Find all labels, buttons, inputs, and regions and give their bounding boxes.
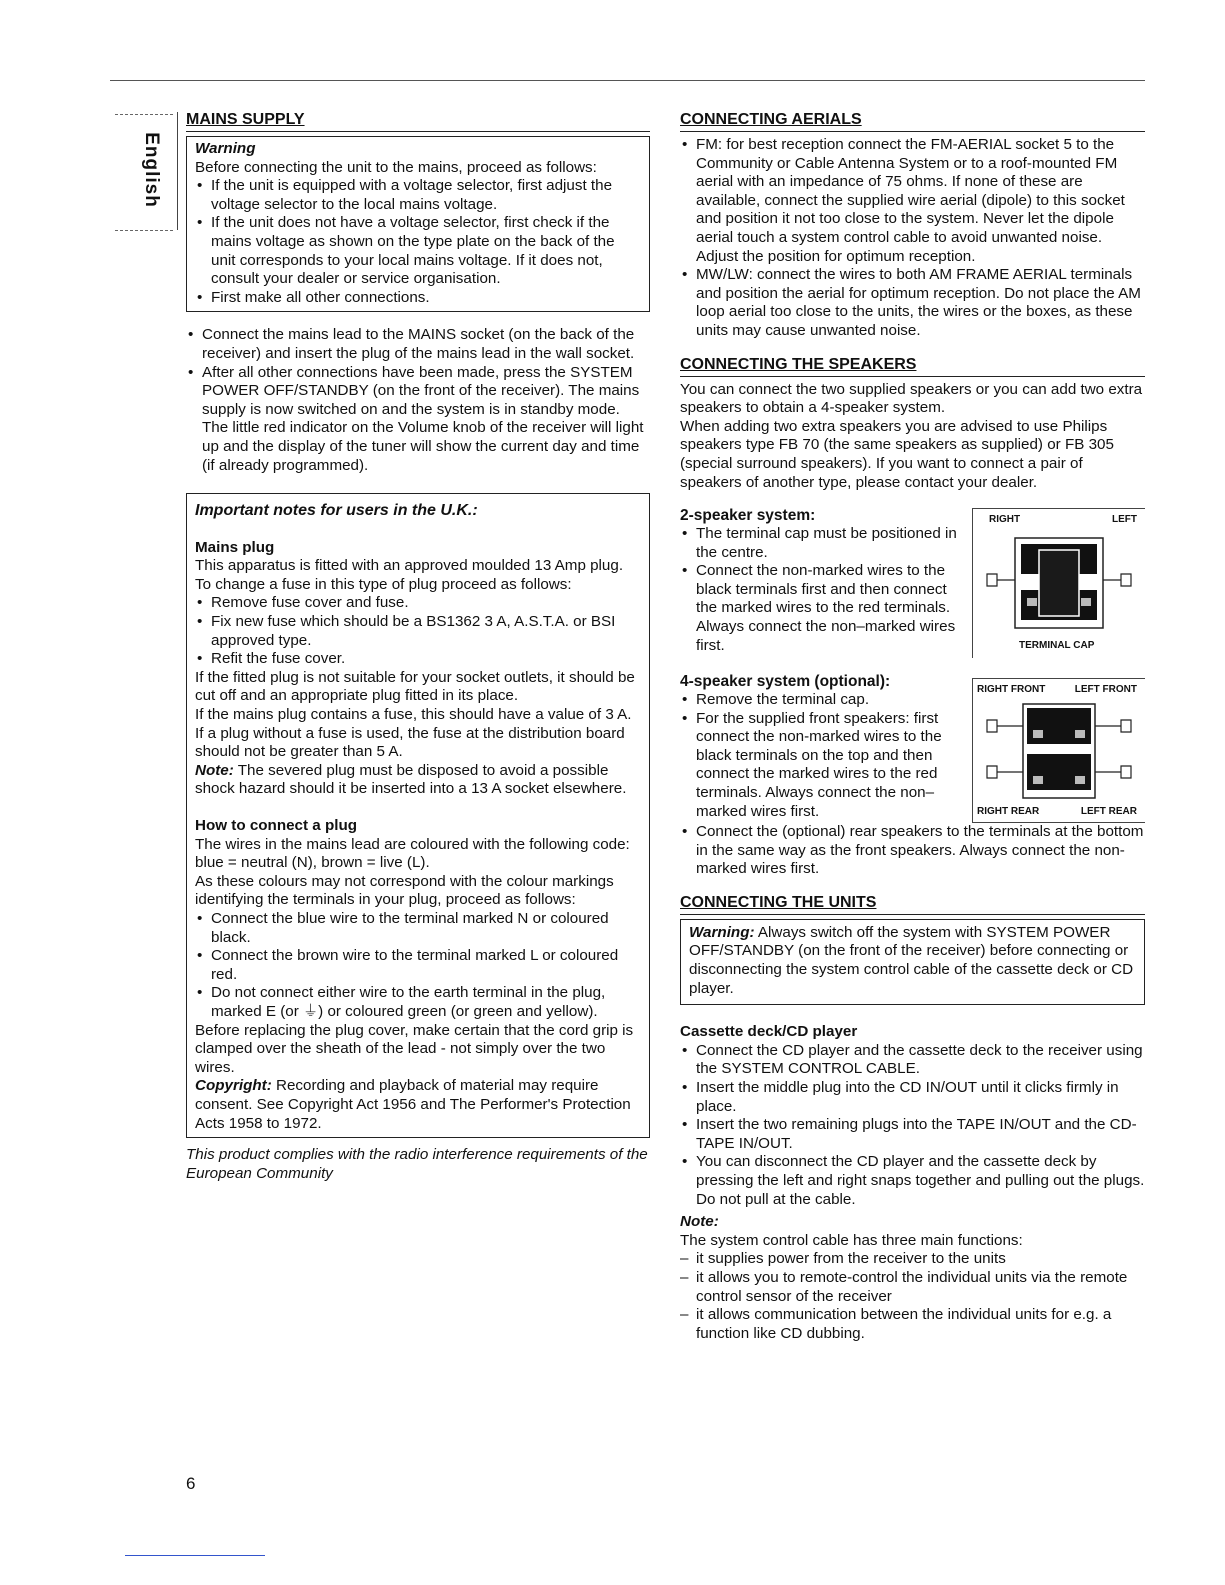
four-speaker-text [680, 672, 972, 821]
language-tab [115, 112, 177, 232]
list-item: • MW/LW: connect the wires to both AM FRAME AERIAL terminals and position the aerial for optimum reception. Do not place the AM loop aerial too close to the units, the wires or the boxes, as these units may cause unwanted noise. [680, 266, 1145, 340]
units-warning-text: Always switch off the system with SYSTEM POWER OFF/STANDBY (on the front of the receiver) before connecting or disconnecting the system control cable of the cassette deck or CD player. [689, 923, 1134, 997]
language-label: English [141, 132, 162, 208]
list-item: • For the supplied front speakers: first connect the non-marked wires to the black terminals on the top and then connect the marked wires to the red terminals. Always connect the non–marked wires first. [680, 710, 972, 822]
four-speaker-head: 4-speaker system (optional): [680, 673, 891, 691]
units-note-list [680, 1250, 1145, 1343]
compliance-note: This product complies with the radio interference requirements of the European Community [186, 1146, 648, 1182]
label-left-front: LEFT FRONT [1074, 684, 1137, 696]
label-terminal-cap: TERMINAL CAP [1019, 640, 1095, 652]
uk-note [195, 762, 641, 799]
tab-bracket [173, 112, 178, 230]
list-item: • If the unit does not have a voltage selector, first check if the mains voltage as shown on the type plate on the back of the unit corresponds to your local mains voltage. If it does not, consult your dealer or service organisation. [195, 214, 641, 288]
list-item: • Connect the brown wire to the terminal marked L or coloured red. [195, 947, 641, 984]
connect-p2: As these colours may not correspond with the colour markings identifying the terminals in your plug, proceed as follows: [195, 872, 614, 909]
units-warning-label: Warning: [689, 923, 755, 941]
plug-p2: To change a fuse in this type of plug proceed as follows: [195, 575, 572, 593]
plug-p4: If the mains plug contains a fuse, this should have a value of 3 A. If a plug without a fuse is used, the fuse at the distribution board should not be greater than 5 A. [195, 706, 632, 761]
two-speaker-head: 2-speaker system: [680, 507, 816, 525]
speakers-title: CONNECTING THE SPEAKERS [680, 355, 1145, 377]
list-item: • Insert the middle plug into the CD IN/OUT until it clicks firmly in place. [680, 1079, 1145, 1116]
warning-head: Warning [195, 140, 256, 157]
list-item: • Remove fuse cover and fuse. [195, 594, 641, 613]
units-note-head: Note: [680, 1213, 719, 1231]
connect-p3: Before replacing the plug cover, make certain that the cord grip is clamped over the sheath of the lead - not simply over the two wires. [195, 1021, 634, 1076]
list-item: • You can disconnect the CD player and the cassette deck by pressing the left and right snaps together and pulling out the plugs. Do not pull at the cable. [680, 1153, 1145, 1209]
speakers-intro2: When adding two extra speakers you are advised to use Philips speakers type FB 70 (the same speakers as supplied) or FB 305 (special surround speakers). If you want to connect a pair of speakers of another type, please contact your dealer. [680, 417, 1114, 491]
label-right-rear: RIGHT REAR [977, 806, 1040, 818]
aerials-list [680, 136, 1145, 341]
list-item: • Fix new fuse which should be a BS1362 3 A, A.S.T.A. or BSI approved type. [195, 613, 641, 650]
indicator-note: The little red indicator on the Volume knob of the receiver will light up and the display of the tuner will show the current day and time (if already programmed). [202, 419, 644, 474]
four-speaker-row [680, 672, 1145, 823]
label-right: RIGHT [989, 514, 1021, 526]
list-item: • Connect the CD player and the cassette deck to the receiver using the SYSTEM CONTROL CABLE. [680, 1042, 1145, 1079]
copyright [195, 1077, 641, 1133]
four-speaker-rear-list [680, 823, 1145, 879]
mains-warning-box [186, 136, 650, 312]
uk-notes-box [186, 493, 650, 1138]
top-rule [110, 80, 1145, 81]
aerials-title: CONNECTING AERIALS [680, 110, 1145, 132]
mains-list [186, 326, 650, 419]
label-right-front: RIGHT FRONT [977, 684, 1046, 696]
units-note-intro: The system control cable has three main functions: [680, 1231, 1023, 1249]
units-warning [689, 924, 1136, 998]
cd-list [680, 1042, 1145, 1209]
list-item: • Connect the (optional) rear speakers to the terminals at the bottom in the same way as the front speakers. Always connect the non-marked wires first. [680, 823, 1145, 879]
plug-list [195, 594, 641, 668]
two-speaker-list [680, 525, 972, 655]
copyright-text: Recording and playback of material may require consent. See Copyright Act 1956 and The Performer's Protection Acts 1958 to 1972. [195, 1077, 631, 1132]
list-item: • Insert the two remaining plugs into the TAPE IN/OUT and the CD-TAPE IN/OUT. [680, 1116, 1145, 1153]
units-warning-box [680, 919, 1145, 1005]
list-item: – it allows communication between the individual units for e.g. a function like CD dubbing. [680, 1306, 1145, 1343]
list-item: • Connect the blue wire to the terminal marked N or coloured black. [195, 910, 641, 947]
plug-p3: If the fitted plug is not suitable for your socket outlets, it should be cut off and an appropriate plug fitted in its place. [195, 668, 635, 705]
two-speaker-diagram [972, 508, 1145, 658]
list-item: • FM: for best reception connect the FM-AERIAL socket 5 to the Community or Cable Antenna System or to a roof-mounted FM aerial with an impedance of 75 ohms. If none of these are available, connect the supplied wire aerial (dipole) to this socket and position it not too close to the system. Never let the dipole aerial touch a system control cable to avoid unwanted noise. Adjust the position for optimum reception. [680, 136, 1145, 266]
note-label: Note: [195, 761, 234, 779]
tab-tick-bottom [115, 230, 173, 231]
speakers-intro: You can connect the two supplied speakers or you can add two extra speakers to obtain a 4-speaker system. [680, 380, 1143, 417]
warning-intro: Before connecting the unit to the mains, proceed as follows: [195, 158, 597, 176]
list-item: • Do not connect either wire to the earth terminal in the plug, marked E (or ⏚) or coloured green (or green and yellow). [195, 984, 641, 1021]
connect-head: How to connect a plug [195, 817, 357, 834]
list-item: • The terminal cap must be positioned in the centre. [680, 525, 972, 562]
terminal-block-icon [973, 530, 1145, 640]
list-item: – it allows you to remote-control the individual units via the remote control sensor of the receiver [680, 1269, 1145, 1306]
list-item: • Remove the terminal cap. [680, 691, 972, 710]
note-text: The severed plug must be disposed to avoid a possible shock hazard should it be inserted into a 13 A socket elsewhere. [195, 761, 627, 798]
list-item: • Refit the fuse cover. [195, 650, 641, 669]
list-item: • First make all other connections. [195, 289, 641, 308]
right-column [680, 110, 1145, 1343]
list-item: • Connect the mains lead to the MAINS socket (on the back of the receiver) and insert the plug of the mains lead in the wall socket. [186, 326, 650, 363]
connect-list [195, 910, 641, 1022]
two-speaker-row [680, 506, 1145, 658]
plug-p1: This apparatus is fitted with an approved moulded 13 Amp plug. [195, 557, 624, 575]
connect-p1: The wires in the mains lead are coloured with the following code: blue = neutral (N), brown = live (L). [195, 835, 630, 872]
list-item: • If the unit is equipped with a voltage selector, first adjust the voltage selector to the local mains voltage. [195, 177, 641, 214]
label-left-rear: LEFT REAR [1080, 806, 1137, 818]
bottom-rule [125, 1555, 265, 1556]
mains-title: MAINS SUPPLY [186, 110, 650, 132]
page-number: 6 [186, 1474, 196, 1493]
list-item: • Connect the non-marked wires to the black terminals first and then connect the marked wires to the red terminals. Always connect the non–marked wires first. [680, 562, 972, 655]
cd-head: Cassette deck/CD player [680, 1023, 858, 1041]
four-speaker-diagram [972, 678, 1145, 823]
plug-head: Mains plug [195, 538, 275, 556]
copyright-label: Copyright: [195, 1077, 272, 1095]
terminal-block-4-icon [973, 700, 1145, 804]
uk-head: Important notes for users in the U.K.: [195, 502, 478, 520]
label-left: LEFT [1112, 514, 1137, 526]
units-title: CONNECTING THE UNITS [680, 893, 1145, 915]
two-speaker-text [680, 506, 972, 655]
tab-tick-top [115, 114, 173, 115]
left-column [186, 110, 650, 1183]
list-item: • After all other connections have been made, press the SYSTEM POWER OFF/STANDBY (on the front of the receiver). The mains supply is now switched on and the system is in standby mode. [186, 364, 650, 420]
list-item: – it supplies power from the receiver to the units [680, 1250, 1145, 1269]
four-speaker-list [680, 691, 972, 821]
warning-list [195, 177, 641, 307]
